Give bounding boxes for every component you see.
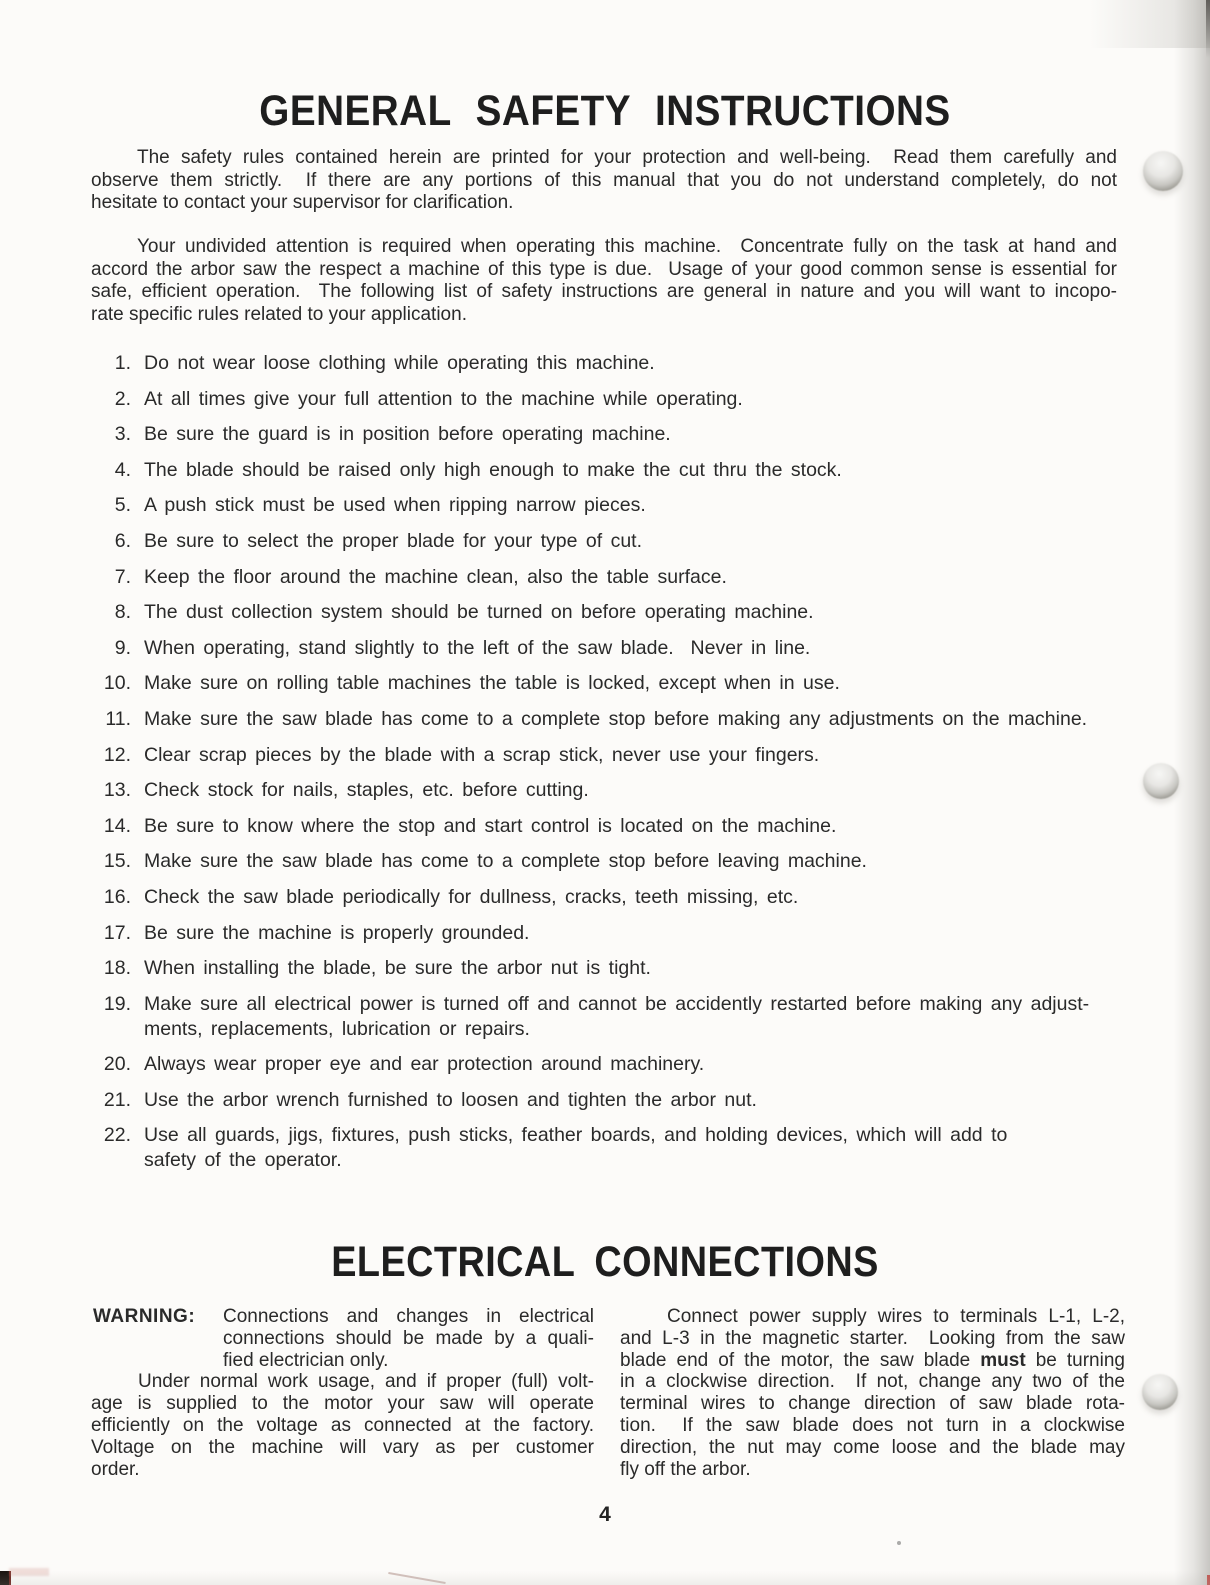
text-line: direction, the nut may come loose and the blade may — [620, 1436, 1125, 1458]
text-line: Use all guards, jigs, fixtures, push sticks, feather boards, and holding devices, which will add to — [144, 1124, 1008, 1147]
safety-rules-list — [91, 351, 1139, 1184]
text-line: Do not wear loose clothing while operating this machine. — [144, 352, 655, 374]
text-line: At all times give your full attention to the machine while operating. — [144, 387, 743, 410]
text-line: accord the arbor saw the respect a machine of this type is due. Usage of your good common sense is essential for — [91, 258, 1117, 280]
item-text — [144, 778, 1139, 803]
safety-rule-item — [91, 458, 1139, 483]
item-text — [144, 458, 1139, 483]
text-line: Be sure the machine is properly grounded. — [144, 921, 530, 944]
item-text — [144, 636, 1139, 661]
text-line: Be sure the guard is in position before operating machine. — [144, 423, 671, 446]
item-text — [144, 529, 1139, 554]
safety-rule-item — [91, 707, 1139, 732]
safety-rule-item — [91, 387, 1139, 412]
text-line: terminal wires to change direction of saw blade rota- — [620, 1393, 1125, 1415]
text-line: When operating, stand slightly to the left of the saw blade. Never in line. — [144, 636, 811, 659]
text-line: in a clockwise direction. If not, change any two of the — [620, 1371, 1125, 1393]
safety-rule-item — [91, 351, 1139, 376]
item-number: 13. — [103, 779, 131, 802]
text-line: efficiently on the voltage as connected at the factory. — [91, 1414, 594, 1436]
intro-paragraph-1 — [91, 147, 1117, 215]
item-text — [144, 956, 1139, 981]
page-number: 4 — [599, 1503, 611, 1526]
text-line: ments, replacements, lubrication or repairs. — [144, 1017, 530, 1040]
item-number: 6. — [114, 529, 131, 552]
safety-rule-item — [91, 849, 1139, 874]
text-line: Connections and changes in electrical — [223, 1306, 594, 1327]
safety-rule-item — [91, 600, 1139, 625]
punch-hole — [1143, 151, 1183, 191]
scan-topright-shading — [1090, 0, 1210, 48]
text-line: Always wear proper eye and ear protection around machinery. — [144, 1053, 705, 1076]
item-number: 17. — [103, 921, 131, 944]
safety-rule-item — [91, 885, 1139, 910]
item-text — [144, 743, 1139, 768]
item-number: 9. — [114, 636, 131, 659]
item-number: 16. — [103, 885, 131, 908]
text-line: observe them strictly. If there are any portions of this manual that you do not understand completely, do not — [91, 169, 1117, 191]
safety-rule-item — [91, 671, 1139, 696]
safety-rule-item — [91, 422, 1139, 447]
text-line: age is supplied to the motor your saw will operate — [91, 1393, 594, 1415]
text-line: Make sure the saw blade has come to a complete stop before making any adjustments on the machine. — [144, 707, 1088, 730]
item-text — [144, 814, 1139, 839]
text-line: Make sure the saw blade has come to a complete stop before leaving machine. — [144, 850, 867, 873]
text-line: When installing the blade, be sure the arbor nut is tight. — [144, 957, 651, 980]
item-text — [144, 351, 1139, 376]
item-number: 3. — [114, 423, 131, 446]
intro-paragraph-2 — [91, 236, 1117, 326]
item-text — [144, 1052, 1139, 1077]
text-line: fly off the arbor. — [620, 1458, 751, 1480]
text-line: Make sure on rolling table machines the table is locked, except when in use. — [144, 672, 840, 695]
item-number: 22. — [103, 1124, 131, 1147]
item-number: 15. — [103, 850, 131, 873]
item-text — [144, 992, 1139, 1042]
text-line: Keep the floor around the machine clean, also the table surface. — [144, 565, 727, 588]
item-number: 19. — [103, 992, 131, 1015]
text-line: Under normal work usage, and if proper (full) volt- — [138, 1371, 594, 1393]
safety-rule-item — [91, 956, 1139, 981]
section-title-electrical: ELECTRICAL CONNECTIONS — [331, 1238, 879, 1286]
electrical-left-column — [91, 1306, 594, 1480]
text-line: Make sure all electrical power is turned off and cannot be accidently restarted before making any adjust- — [144, 992, 1090, 1015]
text-line: order. — [91, 1458, 140, 1480]
text-line: A push stick must be used when ripping narrow pieces. — [144, 494, 646, 517]
text-line: Be sure to select the proper blade for your type of cut. — [144, 529, 643, 552]
text-line: Your undivided attention is required when operating this machine. Concentrate fully on the task at hand and — [137, 236, 1117, 257]
text-line: safe, efficient operation. The following list of safety instructions are general in nature and you will want to incopo- — [91, 281, 1117, 303]
safety-rule-item — [91, 636, 1139, 661]
safety-rule-item — [91, 921, 1139, 946]
text-line: Check the saw blade periodically for dullness, cracks, teeth missing, etc. — [144, 885, 799, 908]
scan-smudge — [9, 1568, 49, 1576]
safety-rule-item — [91, 493, 1139, 518]
item-text — [144, 387, 1139, 412]
text-line: blade end of the motor, the saw blade must be turning — [620, 1349, 1125, 1371]
item-text — [144, 1088, 1139, 1113]
text-line: The dust collection system should be turned on before operating machine. — [144, 601, 814, 624]
safety-rule-item — [91, 1088, 1139, 1113]
item-text — [144, 1123, 1139, 1173]
safety-rule-item — [91, 565, 1139, 590]
item-number: 18. — [103, 957, 131, 980]
safety-rule-item — [91, 1123, 1139, 1173]
page-title-safety: GENERAL SAFETY INSTRUCTIONS — [259, 87, 951, 135]
text-line: connections should be made by a quali- — [223, 1327, 594, 1349]
item-number: 1. — [114, 352, 131, 374]
item-number: 12. — [103, 743, 131, 766]
item-number: 8. — [114, 601, 131, 624]
safety-rule-item — [91, 1052, 1139, 1077]
warning-text — [223, 1306, 594, 1371]
item-text — [144, 422, 1139, 447]
safety-rule-item — [91, 778, 1139, 803]
text-line: Use the arbor wrench furnished to loosen and tighten the arbor nut. — [144, 1088, 757, 1111]
item-number: 7. — [114, 565, 131, 588]
scan-bottom-shading — [0, 1571, 1210, 1585]
item-text — [144, 885, 1139, 910]
item-text — [144, 565, 1139, 590]
text-line: Clear scrap pieces by the blade with a scrap stick, never use your fingers. — [144, 743, 820, 766]
voltage-paragraph — [91, 1371, 594, 1480]
item-number: 20. — [103, 1053, 131, 1076]
item-text — [144, 600, 1139, 625]
text-line: The blade should be raised only high enough to make the cut thru the stock. — [144, 458, 842, 481]
safety-rule-item — [91, 529, 1139, 554]
item-text — [144, 707, 1139, 732]
item-number: 21. — [103, 1088, 131, 1111]
scan-topright-mark — [1206, 0, 1210, 58]
item-text — [144, 849, 1139, 874]
text-line: Check stock for nails, staples, etc. before cutting. — [144, 779, 589, 802]
item-number: 14. — [103, 814, 131, 837]
item-number: 2. — [114, 387, 131, 410]
text-line: and L-3 in the magnetic starter. Looking from the saw — [620, 1327, 1125, 1349]
punch-hole — [1143, 763, 1179, 799]
text-line: Be sure to know where the stop and start control is located on the machine. — [144, 814, 837, 837]
item-number: 10. — [103, 672, 131, 695]
scan-edge-shading — [1174, 0, 1210, 1585]
safety-rule-item — [91, 743, 1139, 768]
safety-rule-item — [91, 814, 1139, 839]
text-line: Voltage on the machine will vary as per customer — [91, 1436, 594, 1458]
electrical-right-column — [620, 1306, 1125, 1480]
item-text — [144, 921, 1139, 946]
warning-block — [91, 1306, 594, 1371]
text-line: The safety rules contained herein are printed for your protection and well-being. Read them carefully and — [137, 147, 1117, 168]
text-line: tion. If the saw blade does not turn in a clockwise — [620, 1414, 1125, 1436]
item-text — [144, 493, 1139, 518]
text-line: Connect power supply wires to terminals L-1, L-2, — [667, 1306, 1125, 1327]
scan-speck — [897, 1541, 901, 1545]
warning-label: WARNING: — [93, 1306, 196, 1327]
text-line: fied electrician only. — [223, 1349, 389, 1371]
text-line: hesitate to contact your supervisor for clarification. — [91, 192, 514, 214]
punch-hole — [1142, 1374, 1178, 1410]
text-line: rate specific rules related to your application. — [91, 303, 467, 325]
item-number: 4. — [114, 458, 131, 481]
safety-rule-item — [91, 992, 1139, 1042]
item-text — [144, 671, 1139, 696]
text-line: safety of the operator. — [144, 1149, 342, 1172]
scan-scratch — [388, 1572, 445, 1584]
item-number: 11. — [105, 707, 131, 730]
item-number: 5. — [114, 494, 131, 517]
